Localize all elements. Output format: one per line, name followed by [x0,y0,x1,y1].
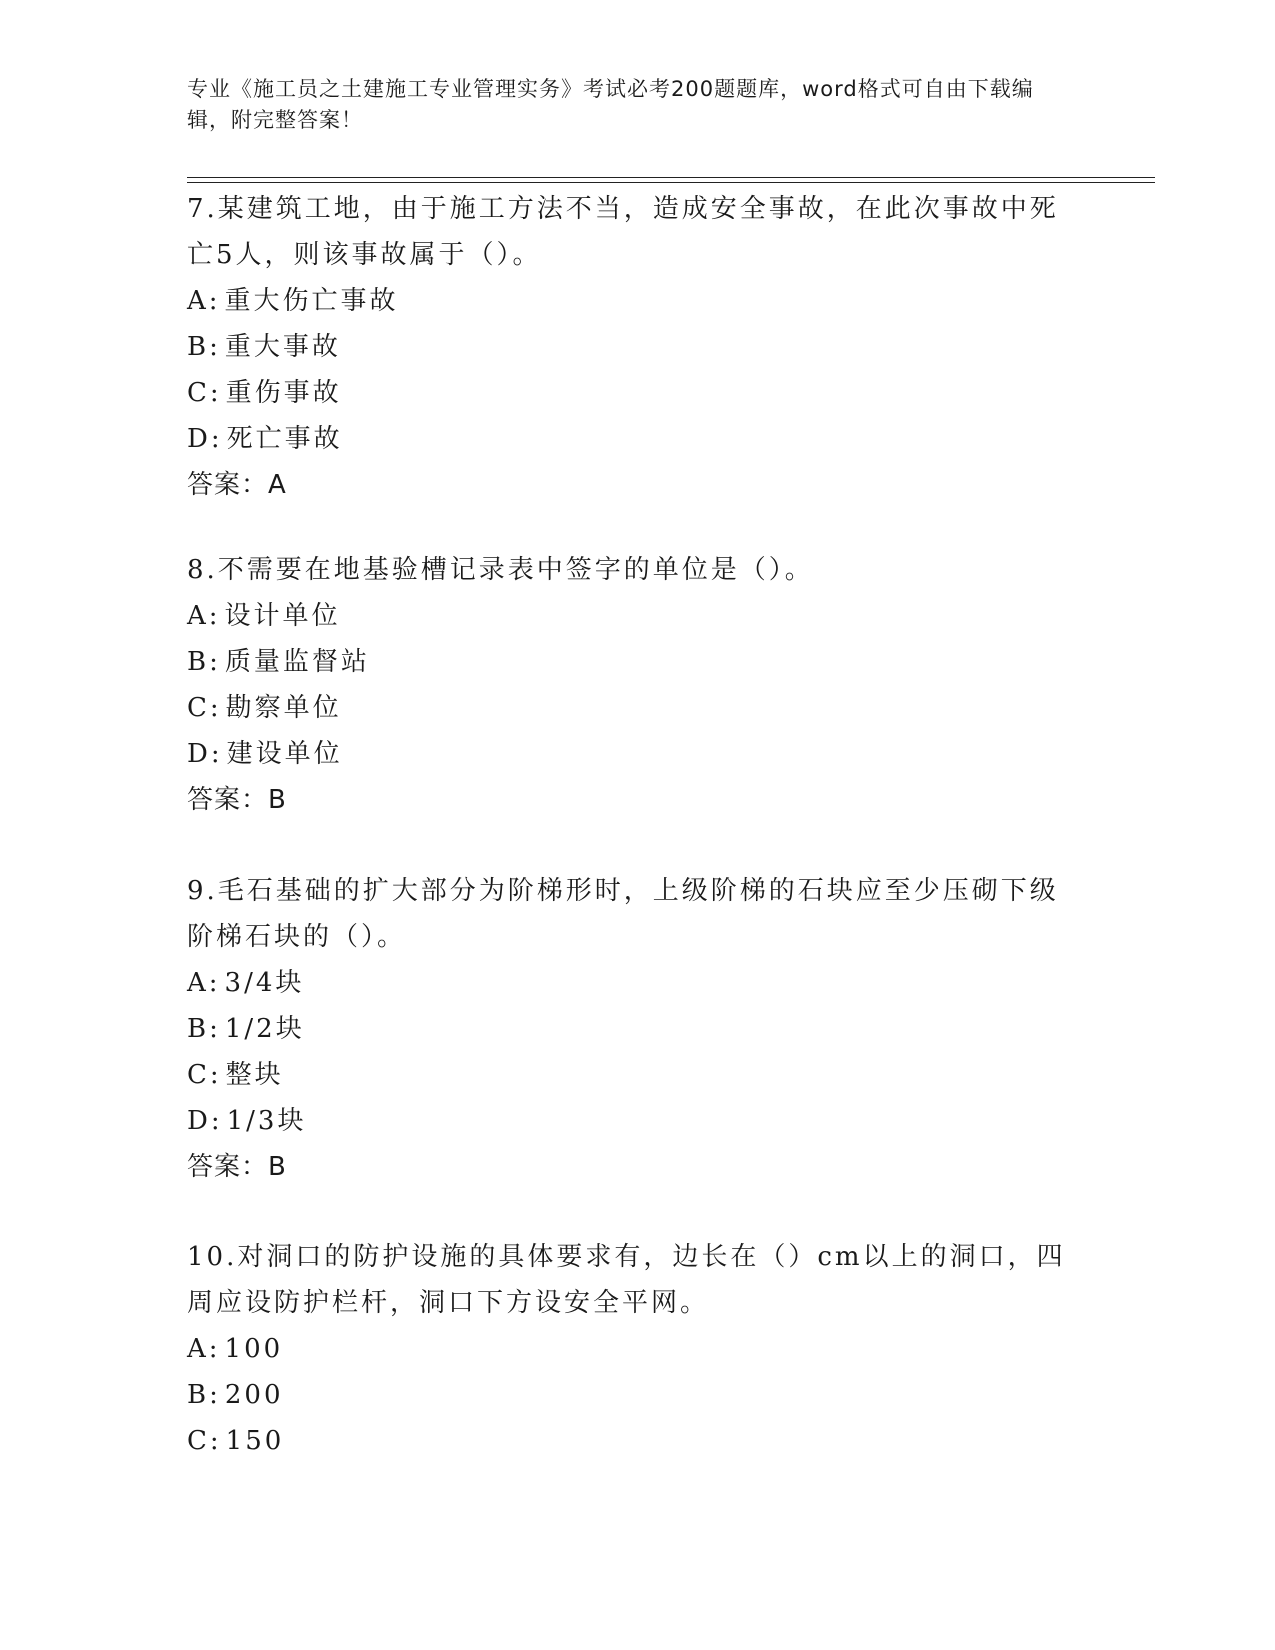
option-text: 勘察单位 [225,693,342,723]
option-text: 设计单位 [224,601,341,631]
question-stem: 9.毛石基础的扩大部分为阶梯形时，上级阶梯的石块应至少压砌下级阶梯石块的（）。 [187,876,1059,952]
option-c [187,370,1087,416]
answer-line: 答案：A [187,470,287,500]
option-d [187,731,1087,777]
question-10 [187,1234,1087,1464]
answer-line: 答案：B [187,785,287,815]
option-b [187,1006,1087,1052]
option-text: 重伤事故 [225,378,342,408]
option-c [187,1418,1087,1464]
option-letter: D: [187,1106,223,1136]
option-b [187,639,1087,685]
question-stem: 7.某建筑工地，由于施工方法不当，造成安全事故，在此次事故中死亡5人，则该事故属于（）。 [187,194,1059,270]
option-text: 150 [225,1426,285,1456]
option-b [187,324,1087,370]
option-text: 200 [224,1380,284,1410]
question-stem: 10.对洞口的防护设施的具体要求有，边长在（）cm以上的洞口，四周应设防护栏杆，洞口下方设安全平网。 [187,1242,1066,1318]
option-text: 重大伤亡事故 [224,286,399,316]
question-stem: 8.不需要在地基验槽记录表中签字的单位是（）。 [187,555,814,585]
option-letter: B: [187,332,221,362]
header-rule-top [187,177,1155,178]
option-text: 3/4块 [224,968,305,998]
option-letter: B: [187,647,221,677]
document-header: 专业《施工员之土建施工专业管理实务》考试必考200题题库，word格式可自由下载编辑，附完整答案！ [187,77,1034,132]
header-rule-bottom [187,182,1155,183]
answer-line: 答案：B [187,1152,287,1182]
option-letter: A: [187,601,221,631]
option-text: 质量监督站 [224,647,370,677]
option-letter: C: [187,378,222,408]
option-d [187,1098,1087,1144]
question-9 [187,868,1087,1190]
option-letter: C: [187,693,222,723]
option-letter: A: [187,968,221,998]
option-text: 重大事故 [224,332,341,362]
option-text: 100 [224,1334,284,1364]
option-a [187,1326,1087,1372]
option-text: 1/3块 [226,1106,307,1136]
option-text: 死亡事故 [226,424,343,454]
option-c [187,685,1087,731]
option-text: 建设单位 [226,739,343,769]
option-a [187,960,1087,1006]
question-7 [187,186,1087,508]
option-a [187,593,1087,639]
option-letter: C: [187,1060,222,1090]
option-a [187,278,1087,324]
option-c [187,1052,1087,1098]
option-letter: A: [187,286,221,316]
option-letter: C: [187,1426,222,1456]
option-letter: D: [187,739,223,769]
option-b [187,1372,1087,1418]
option-letter: A: [187,1334,221,1364]
option-letter: B: [187,1380,221,1410]
option-text: 整块 [225,1060,284,1090]
option-letter: B: [187,1014,221,1044]
option-text: 1/2块 [224,1014,305,1044]
option-letter: D: [187,424,223,454]
option-d [187,416,1087,462]
question-8 [187,547,1087,823]
